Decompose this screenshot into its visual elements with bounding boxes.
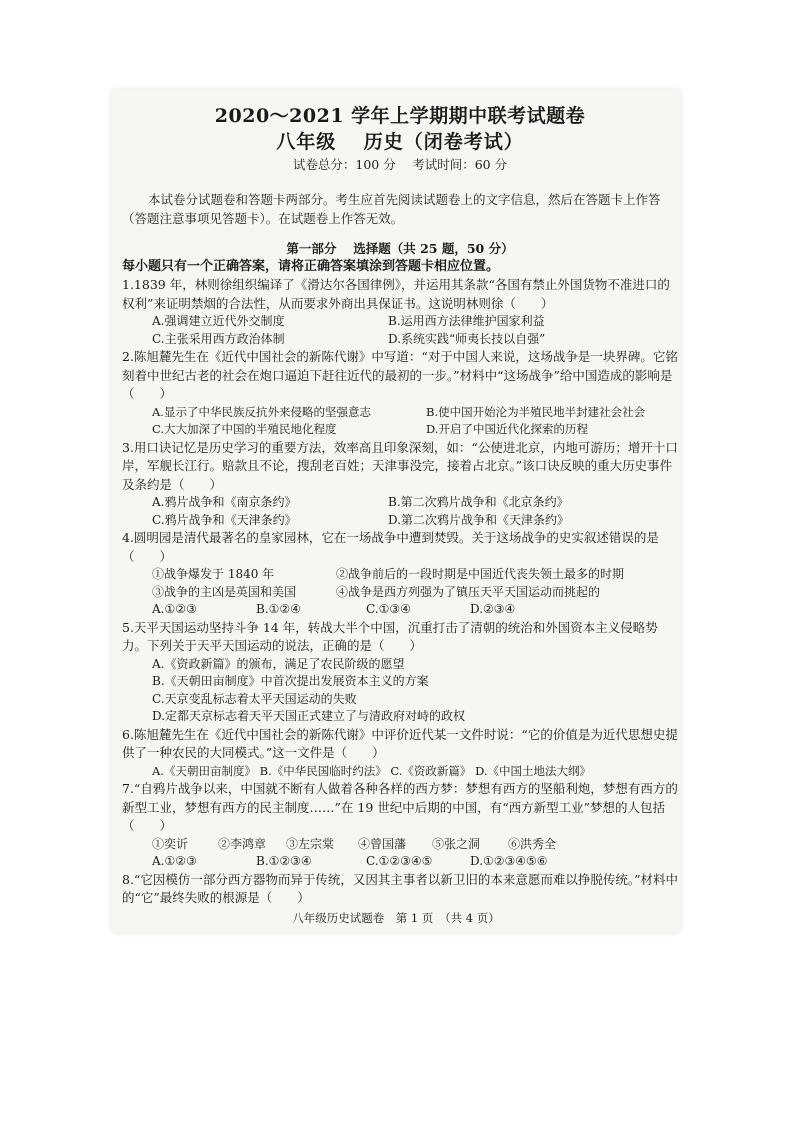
option-c: C.主张采用西方政治体制 [152, 331, 285, 346]
question-6 [122, 726, 678, 781]
question-stem: 1.1839 年，林则徐组织编译了《滑达尔各国律例》，并运用其条款“各国有禁止外国货物不准进口的权利”来证明禁烟的合法性，从而要求外商出具保证书。这说明林则徐（ ） [122, 277, 670, 311]
statement-5: ⑤张之洞 [432, 836, 481, 851]
option-c: C.①②③④⑤ [366, 854, 433, 868]
option-a: A.显示了中华民族反抗外来侵略的坚强意志 [152, 404, 371, 419]
option-b: B.运用西方法律维护国家利益 [388, 314, 545, 328]
question-5 [122, 619, 678, 726]
option-d: D.定都天京标志着天平天国正式建立了与清政府对峙的政权 [152, 709, 466, 723]
statement-4: ④战争是西方列强为了镇压天平天国运动而挑起的 [336, 584, 601, 599]
question-stem: 7.“自鸦片战争以来，中国就不断有人做着各种各样的西方梦：梦想有西方的坚船利炮，梦想有西方的新型工业，梦想有西方的民主制度……”在 19 世纪中后期的中国，有“西方新型工业”梦想的人包括（ ） [122, 781, 678, 833]
option-b: B.第二次鸦片战争和《北京条约》 [388, 495, 569, 509]
option-c: C.①③④ [366, 602, 411, 616]
option-b: B.①②④ [256, 602, 301, 616]
option-c: C.天京变乱标志着太平天国运动的失败 [152, 691, 357, 706]
question-stem: 6.陈旭麓先生在《近代中国社会的新陈代谢》中评价近代某一文件时说：“它的价值是为近代思想史提供了一种农民的大同模式。”这一文件是（ ） [122, 726, 678, 760]
question-stem: 3.用口诀记忆是历史学习的重要方法，效率高且印象深刻，如：“公使进北京，内地可游历；增开十口岸，军舰长江行。赔款且不论，搜刮老百姓；天津事没完，接着占北京。”该口诀反映的重大历史事件及条约是（ ） [122, 439, 678, 492]
statement-1: ①战争爆发于 1840 年 [152, 567, 275, 581]
question-options [122, 313, 678, 348]
option-b: B.《天朝田亩制度》中首次提出发展资本主义的方案 [152, 674, 429, 688]
statement-3: ③左宗棠 [286, 836, 335, 851]
question-8 [122, 871, 678, 908]
question-stem: 4.圆明园是清代最著名的皇家园林，它在一场战争中遭到焚毁。关于这场战争的史实叙述错误的是（ ） [122, 530, 659, 564]
answer-instruction: 每小题只有一个正确答案，请将正确答案填涂到答题卡相应位置。 [122, 259, 500, 274]
statement-6: ⑥洪秀全 [508, 836, 557, 851]
question-statements [122, 836, 678, 854]
option-b: B.使中国开始沦为半殖民地半封建社会社会 [426, 404, 646, 419]
option-c: C.鸦片战争和《天津条约》 [152, 512, 297, 527]
question-options [122, 853, 678, 871]
question-4 [122, 529, 678, 619]
option-a: A.①②③ [152, 602, 197, 616]
statement-4: ④曾国藩 [358, 836, 407, 851]
question-options [122, 601, 678, 619]
option-d: D.①②③④⑤⑥ [470, 854, 548, 868]
option-c: C.大大加深了中国的半殖民地化程度 [152, 422, 337, 436]
question-options [122, 404, 678, 439]
statement-2: ②战争前后的一段时期是中国近代丧失领土最多的时期 [336, 567, 625, 581]
exam-subtitle: 八年级 历史（闭卷考试） [276, 131, 524, 153]
option-a: A.《资政新篇》的颁布，满足了农民阶级的愿望 [152, 656, 405, 671]
question-7 [122, 780, 678, 871]
statement-1: ①奕䜣 [152, 836, 189, 851]
question-2 [122, 348, 678, 439]
exam-title: 2020～2021 学年上学期期中联考试题卷 [214, 105, 586, 127]
question-options [122, 494, 678, 529]
exam-instructions: 本试卷分试题卷和答题卡两部分。考生应首先阅读试题卷上的文字信息，然后在答题卡上作答（答题注意事项见答题卡）。在试题卷上作答无效。 [122, 192, 661, 226]
exam-meta: 试卷总分：100 分 考试时间：60 分 [292, 157, 508, 172]
option-d: D.第二次鸦片战争和《天津条约》 [388, 512, 570, 527]
option-a: A.①②③ [152, 854, 197, 868]
question-options: A.《天朝田亩制度》 B.《中华民国临时约法》 C.《资政新篇》 D.《中国土地法大纲》 [152, 763, 592, 778]
question-stem: 8.“它因模仿一部分西方器物而异于传统，又因其主事者以新卫旧的本来意愿而难以挣脱传统。”材料中的“它”最终失败的根源是（ ） [122, 871, 678, 905]
section-heading: 第一部分 选择题（共 25 题，50 分） [286, 241, 514, 256]
option-a: A.强调建立近代外交制度 [152, 314, 285, 328]
page-footer: 八年级历史试题卷 第 1 页 （共 4 页） [292, 911, 500, 925]
statement-2: ②李鸿章 [218, 836, 267, 851]
option-a: A.鸦片战争和《南京条约》 [152, 495, 297, 509]
paper-content [122, 104, 678, 908]
option-d: D.②③④ [470, 602, 516, 616]
option-b: B.①②③④ [256, 854, 312, 868]
question-1 [122, 276, 678, 348]
exam-paper [112, 90, 680, 932]
question-statements [122, 566, 678, 601]
question-stem: 2.陈旭麓先生在《近代中国社会的新陈代谢》中写道：“对于中国人来说，这场战争是一块界碑。它铭刻着中世纪古老的社会在炮口逼迫下赶往近代的最初的一步。”材料中“这场战争”给中国造成的影响是（ ） [122, 349, 678, 401]
statement-3: ③战争的主凶是英国和美国 [152, 584, 297, 599]
question-stem: 5.天平天国运动坚持斗争 14 年，转战大半个中国，沉重打击了清朝的统治和外国资本主义侵略势力。下列关于天平天国运动的说法，正确的是（ ） [122, 619, 658, 653]
option-d: D.开启了中国近代化探索的历程 [426, 422, 588, 436]
option-d: D.系统实践“师夷长技以自强” [388, 331, 546, 346]
question-3 [122, 439, 678, 530]
